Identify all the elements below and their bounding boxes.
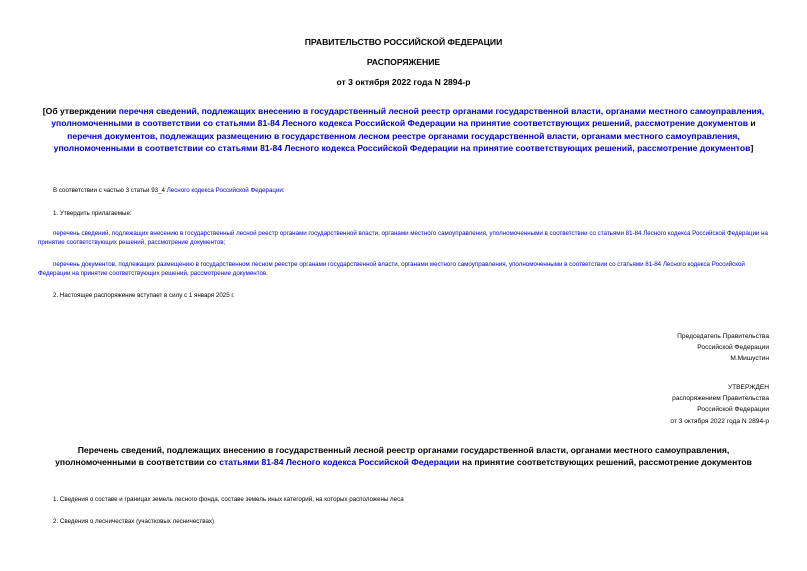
- title-link-info-list[interactable]: перечня сведений, подлежащих внесению в государственный лесной реестр органами государственной власти, органами местного самоуправления, уполномоченными в соответствии со статьями 81-84 Лесного кодекса Российской Федерации на принятие соответствующих решений, рассмотрение документов: [51, 106, 765, 129]
- document-type-heading: РАСПОРЯЖЕНИЕ: [366, 57, 441, 67]
- document-title: [38, 105, 769, 155]
- document-date-number: от 3 октября 2022 года N 2894-р: [336, 77, 471, 87]
- title-and: и: [748, 118, 756, 129]
- approval-stamp: [670, 382, 769, 427]
- signature-name: М.Мишустин: [730, 355, 769, 363]
- list-item-2: 2. Сведения о лесничествах (участковых лесничествах): [53, 518, 215, 525]
- documents-list-link[interactable]: перечень документов, подлежащих размещению в государственном лесном реестре органами государственной власти, органами местного самоуправления, уполномоченными в соответствии со статьями 81-84 Лесного кодекса Российской Федерации на принятие соответствующих решений, рассмотрение документов.: [38, 261, 745, 278]
- list-title-link[interactable]: статьями 81-84 Лесного кодекса Российской Федерации: [219, 457, 460, 468]
- signature-position: Председатель Правительства: [677, 333, 769, 340]
- item-1-paragraph: 1. Утвердить прилагаемые:: [53, 210, 132, 217]
- approval-country: Российской Федерации: [697, 406, 769, 414]
- intro-end: :: [282, 187, 285, 194]
- approved-list-item-2: [38, 260, 770, 279]
- approval-label: УТВЕРЖДЕН: [727, 384, 769, 391]
- signature-country: Российской Федерации: [697, 344, 769, 352]
- title-link-documents-list[interactable]: перечня документов, подлежащих размещению в государственном лесном реестре органами государственной власти, органами местного самоуправления, уполномоченными в соответствии со статьями 81-84 Лесного кодекса Российской Федерации на принятие соответствующих решений, рассмотрение документов: [53, 130, 751, 154]
- list-title-start: Перечень сведений, подлежащих внесению в государственный лесной реестр органами государственной власти, органами местного самоуправления, уполномоченными в соответствии со: [55, 445, 730, 468]
- signature-block: [677, 331, 769, 365]
- list-title: [38, 444, 769, 468]
- title-close: ]: [750, 143, 754, 154]
- list-item-1: 1. Сведения о составе и границах земель лесного фонда, составе земель иных категорий, на которых расположены леса: [53, 496, 404, 503]
- list-title-end: на принятие соответствующих решений, рассмотрение документов: [459, 457, 752, 468]
- info-list-link[interactable]: перечень сведений, подлежащих внесению в государственный лесной реестр органами государственной власти, органами местного самоуправления, уполномоченными в соответствии со статьями 81-84 Лесного кодекса Российской Федерации на принятие соответствующих решений, рассмотрение документов;: [38, 230, 768, 247]
- government-heading: ПРАВИТЕЛЬСТВО РОССИЙСКОЙ ФЕДЕРАЦИИ: [304, 37, 503, 47]
- item-2-paragraph: 2. Настоящее распоряжение вступает в силу с 1 января 2025 г.: [53, 292, 235, 299]
- approval-by: распоряжением Правительства: [672, 395, 769, 403]
- intro-paragraph: [38, 186, 770, 195]
- title-open: [Об утверждении: [42, 106, 119, 116]
- intro-text: В соответствии с частью 3 статьи 93_4: [53, 187, 167, 194]
- approval-date: от 3 октября 2022 года N 2894-р: [670, 417, 769, 425]
- approved-list-item-1: [38, 229, 770, 248]
- forest-code-link[interactable]: Лесного кодекса Российской Федерации: [166, 187, 283, 194]
